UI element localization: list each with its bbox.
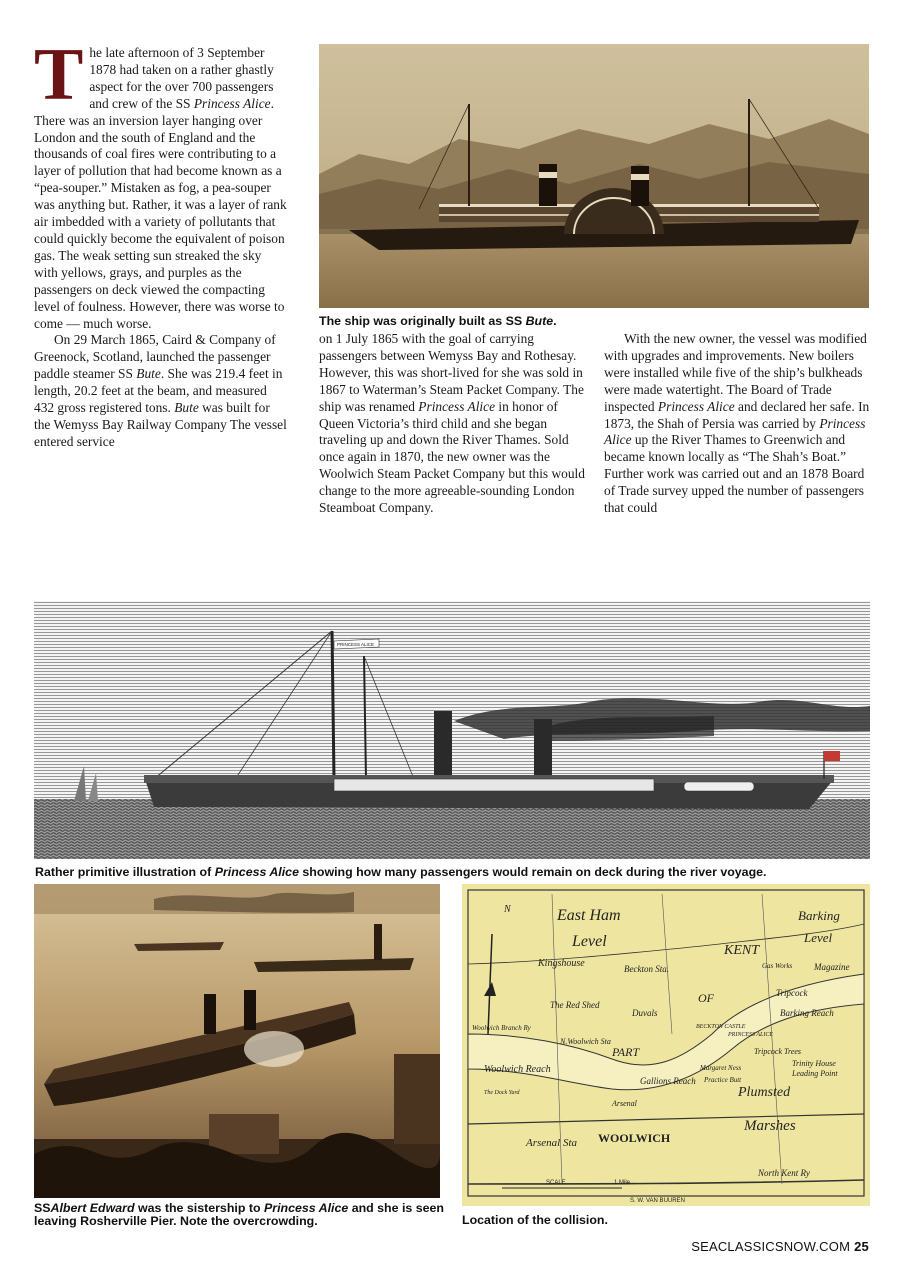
map-label-marshes: Marshes xyxy=(744,1118,796,1134)
map-mile-label: 1 Mile xyxy=(614,1180,631,1186)
article-paragraph-2: On 29 March 1865, Caird & Company of Greenock, Scotland, launched the passenger paddle steamer SS Bute. She was 219.4 feet in length, 20.2 feet at the beam, and measured 432 gross registered tons. Bute was built for the Wemyss Bay Railway Company The vessel entered service xyxy=(34,332,287,449)
map-label-level: Level xyxy=(572,933,607,950)
map-label-barking-reach: Barking Reach xyxy=(780,1008,834,1018)
map-label-beckton: Beckton Sta. xyxy=(624,964,669,974)
map-label-magazine: Magazine xyxy=(814,962,850,972)
map-collision-location xyxy=(462,884,870,1206)
footer-site: SEACLASSICSNOW.COM xyxy=(691,1239,851,1254)
article-paragraph-1: The late afternoon of 3 September 1878 had taken on a rather ghastly aspect for the over 700 passengers and crew of the SS Princess Alice. There was an inversion layer hanging over London and the south of England and the thousands of coal fires were contributing to a layer of pollution that had become known as a “pea-souper.” Mistaken as fog, a pea-souper was anything but. Rather, it was a layer of rank air imbedded with a variety of pollutants that could quickly become the equivalent of poison gas. The weak setting sun streaked the sky with yellows, grays, and purples as the passengers on deck viewed the compacting level of foulness. However, there was worse to come — much worse. xyxy=(34,34,287,331)
map-label-practice-butt: Practice Butt xyxy=(704,1076,742,1084)
article-paragraph-3: on 1 July 1865 with the goal of carrying passengers between Wemyss Bay and Rothesay. However, this was short-lived for she was sold in 1867 to Waterman’s Steam Packet Company. The ship was renamed Princess Alice in honor of Queen Victoria’s third child and she began traveling up and down the River Thames. Sold once again in 1870, the new owner was the Woolwich Steam Packet Company but this would change to the more agreeable-sounding London Steamboat Company. xyxy=(319,331,585,516)
map-label-kingshouse: Kingshouse xyxy=(538,958,585,969)
pennant-label: PRINCESS ALICE xyxy=(337,642,375,647)
map-label-woolwich: WOOLWICH xyxy=(598,1131,671,1145)
map-label-tripcock: Tripcock xyxy=(776,988,808,998)
map-label-duvals: Duvals xyxy=(632,1008,658,1018)
map-label-leading-point: Leading Point xyxy=(792,1069,838,1078)
map-label-north: N xyxy=(504,904,511,915)
photo-albert-edward xyxy=(34,884,440,1198)
page-number: 25 xyxy=(854,1239,869,1254)
map-label-margaret-ness: Margaret Ness xyxy=(700,1064,742,1072)
map-label-plumsted: Plumsted xyxy=(738,1085,791,1100)
map-label-east-ham: East Ham xyxy=(557,907,621,924)
map-label-tripcock-trees: Tripcock Trees xyxy=(754,1047,802,1056)
article-paragraph-4: With the new owner, the vessel was modified with upgrades and improvements. New boilers were installed while five of the ship’s bulkheads were made watertight. The Board of Trade inspected Princess Alice and declared her safe. In 1873, the Shah of Persia was carried by Princess Alice up the River Thames to Greenwich and became known locally as “The Shah’s Boat.” Further work was carried out and an 1878 Board of Trade survey upped the number of passengers that could xyxy=(604,331,870,516)
photo-ss-bute xyxy=(319,44,869,308)
map-label-kent: KENT xyxy=(724,943,760,958)
map-label-beckton-castle: BECKTON CASTLE xyxy=(696,1024,746,1030)
map-label-ship-position: PRINCESS ALICE xyxy=(728,1032,774,1038)
map-label-of: OF xyxy=(698,991,714,1005)
map-label-woolwich-reach: Woolwich Reach xyxy=(484,1064,551,1075)
map-label-arsenal-sta: Arsenal Sta xyxy=(526,1137,578,1149)
map-label-n-woolwich: N.Woolwich Sta xyxy=(560,1037,611,1046)
map-label-gasworks: Gas Works xyxy=(762,962,793,970)
map-label-trinity: Trinity House xyxy=(792,1059,836,1068)
drop-cap: T xyxy=(34,34,84,116)
article-column-1 xyxy=(34,34,288,451)
engraving-princess-alice xyxy=(34,601,870,859)
caption-map: Location of the collision. xyxy=(462,1213,608,1227)
map-label-woolwich-branch: Woolwich Branch Ry xyxy=(472,1024,531,1032)
map-label-barking-level: Level xyxy=(804,930,833,945)
article-column-2 xyxy=(319,331,589,517)
caption-albert-edward: SSAlbert Edward was the sistership to Princess Alice and she is seen leaving Rosherville Pier. Note the overcrowding. xyxy=(34,1201,444,1228)
map-label-north-kent: North Kent Ry xyxy=(758,1168,810,1178)
caption-engraving: Rather primitive illustration of Princess Alice showing how many passengers would remain on deck during the river voyage. xyxy=(35,865,767,879)
map-label-red-shed: The Red Shed xyxy=(550,1000,600,1010)
caption-ss-bute: The ship was originally built as SS Bute. xyxy=(319,314,557,328)
map-label-arsenal: Arsenal xyxy=(612,1099,637,1108)
map-maker-label: S. W. VAN BUUREN xyxy=(630,1198,685,1204)
article-column-3 xyxy=(604,331,870,517)
map-label-dockyard: The Dock Yard xyxy=(484,1090,520,1096)
map-label-gallions-reach: Gallions Reach xyxy=(640,1076,696,1086)
page-footer xyxy=(691,1239,869,1254)
map-scale-label: SCALE xyxy=(546,1180,566,1186)
map-label-part: PART xyxy=(612,1045,640,1059)
map-label-barking: Barking xyxy=(798,908,840,923)
